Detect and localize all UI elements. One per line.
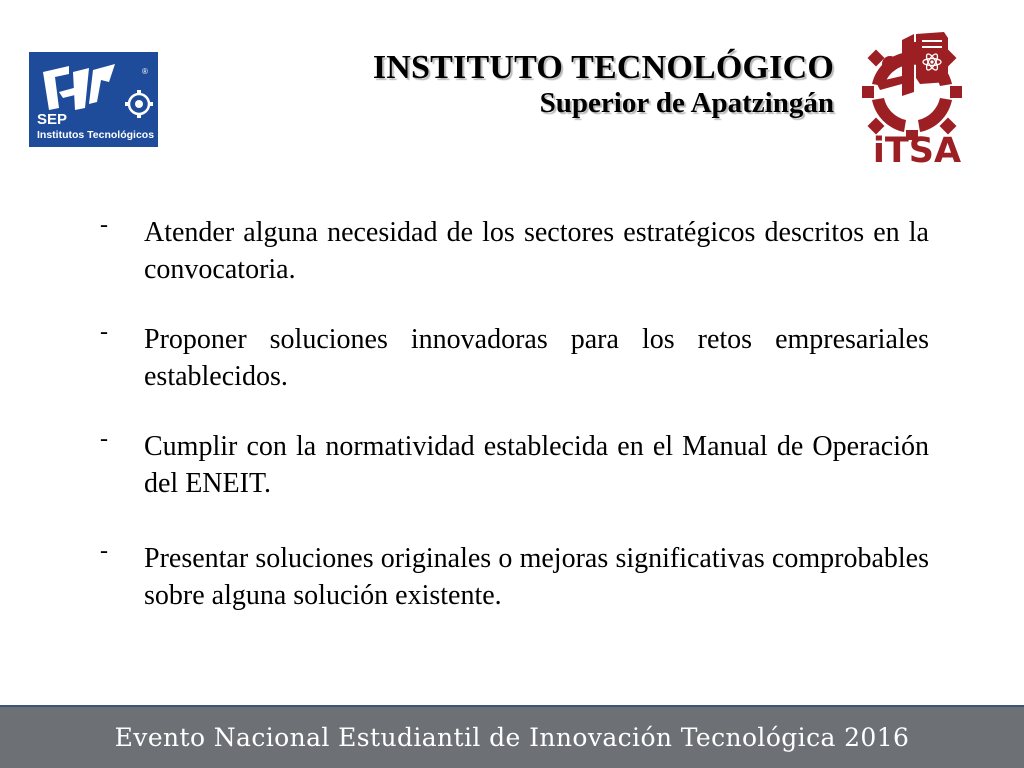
bullet-dash: - — [100, 212, 108, 238]
page-subtitle: Superior de Apatzingán — [539, 87, 834, 119]
list-item — [100, 540, 929, 614]
sep-logo-subtext: Institutos Tecnológicos — [37, 129, 155, 141]
bullet-text: Presentar soluciones originales o mejoras significativas comprobables sobre alguna solución existente. — [144, 543, 929, 611]
bullet-text: Atender alguna necesidad de los sectores estratégicos descritos en la convocatoria. — [144, 217, 929, 285]
sep-logo-text: SEP — [37, 111, 68, 128]
page-title: INSTITUTO TECNOLÓGICO — [372, 49, 834, 86]
footer-text: Evento Nacional Estudiantil de Innovación Tecnológica 2016 — [114, 723, 910, 752]
registered-mark: ® — [142, 67, 148, 76]
bullet-dash: - — [100, 319, 108, 345]
bullet-text: Proponer soluciones innovadoras para los retos empresariales establecidos. — [144, 324, 929, 392]
requirements-list — [100, 214, 929, 614]
header-title-block — [250, 48, 834, 118]
bullet-dash: - — [100, 538, 108, 564]
bullet-text: Cumplir con la normatividad establecida en el Manual de Operación del ENEIT. — [144, 431, 929, 499]
itsa-logo-text: iTSA — [872, 131, 962, 166]
itsa-logo — [862, 26, 972, 166]
list-item — [100, 214, 929, 288]
bullet-dash: - — [100, 426, 108, 452]
list-item — [100, 321, 929, 395]
footer-bar — [0, 705, 1024, 768]
list-item — [100, 428, 929, 502]
sep-logo — [29, 52, 158, 147]
